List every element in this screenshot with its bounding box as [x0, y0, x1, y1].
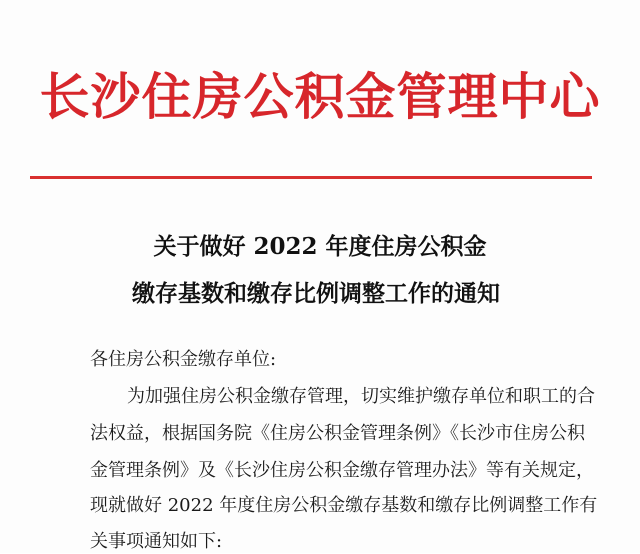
- red-divider-line: [30, 176, 592, 179]
- body-line: 法权益，根据国务院《住房公积金管理条例》《长沙市住房公积: [90, 423, 585, 444]
- salutation: 各住房公积金缴存单位:: [90, 349, 277, 370]
- body-line: 现就做好 2022 年度住房公积金缴存基数和缴存比例调整工作有: [90, 495, 598, 516]
- organization-header: 长沙住房公积金管理中心: [39, 67, 601, 126]
- notice-title-line-2: 缴存基数和缴存比例调整工作的通知: [132, 280, 500, 307]
- notice-title-line-1: 关于做好 2022 年度住房公积金: [153, 233, 487, 260]
- body-line: 金管理条例》及《长沙住房公积金缴存管理办法》等有关规定，: [90, 460, 594, 481]
- body-line: 为加强住房公积金缴存管理，切实维护缴存单位和职工的合: [127, 386, 595, 407]
- body-line: 关事项通知如下:: [90, 531, 223, 552]
